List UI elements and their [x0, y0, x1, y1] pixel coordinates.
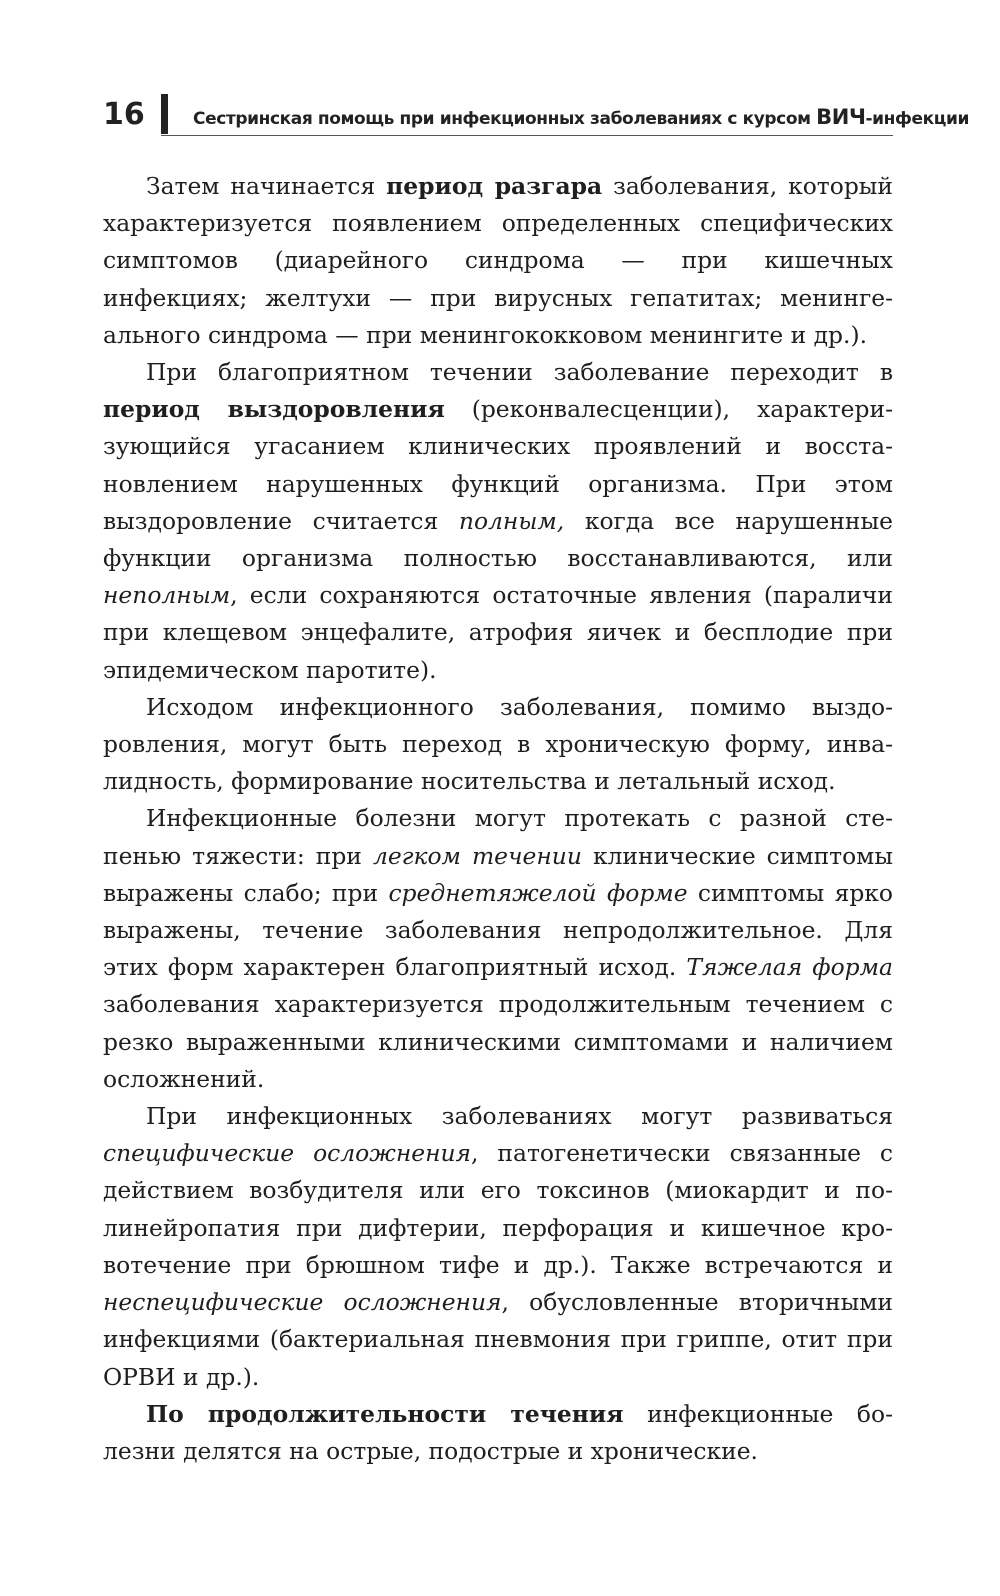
italic-term: неполным — [103, 581, 231, 610]
italic-term: легком течении — [372, 841, 582, 870]
italic-term: полным, — [458, 506, 565, 535]
paragraph — [103, 354, 893, 689]
text-run: При инфекционных заболеваниях могут развиваться — [146, 1102, 893, 1131]
text-run: клинические симптомы выражены слабо; при — [103, 841, 893, 907]
running-title — [193, 105, 969, 130]
page-header — [103, 92, 969, 142]
paragraph — [103, 1098, 893, 1396]
text-run: когда все нарушенные функции организма полностью восстанавливаются, или — [103, 506, 893, 573]
text-run: , обусловленные вторичными инфекциями (бактериальная пневмония при гриппе, отит при ОРВИ и др.). — [103, 1288, 893, 1391]
paragraph — [103, 800, 893, 1098]
paragraph — [103, 689, 893, 801]
paragraph — [103, 1396, 893, 1470]
paragraph — [103, 168, 893, 354]
text-run: симптомы ярко выражены, течение заболевания непродолжительное. Для этих форм характерен благоприятный исход. — [103, 878, 893, 982]
text-run: Затем начинается — [146, 172, 387, 200]
text-run: инфекционные болезни делятся на острые, подострые и хронические. — [103, 1399, 893, 1465]
header-divider-bar — [161, 94, 168, 134]
text-body — [103, 168, 893, 1470]
text-run: Инфекционные болезни могут протекать с разной степенью тяжести: при — [103, 804, 893, 870]
text-run: , патогенетически связанные с действием возбудителя или его токсинов (миокардит и полинейропатия при дифтерии, перфорация и кишечное кровотечение при брюшном тифе и др.). Также встречаются и — [103, 1139, 893, 1279]
page-number: 16 — [103, 97, 145, 132]
bold-term: период выздоровления — [103, 395, 445, 424]
running-title-text: Сестринская помощь при инфекционных заболеваниях с курсом — [193, 109, 817, 129]
header-rule — [161, 135, 893, 136]
italic-term: среднетяжелой форме — [388, 878, 688, 907]
italic-term: неспецифические осложнения — [103, 1288, 502, 1317]
text-run: , если сохраняются остаточные явления (параличи при клещевом энцефалите, атрофия яичек и бесплодие при эпидемическом паротите). — [103, 581, 893, 684]
italic-term: специфические осложнения — [103, 1139, 472, 1168]
text-run: заболевания, который характеризуется появлением определенных специфических симптомов (диарейного синдрома — при кишечных инфекциях; желтухи — при вирусных гепатитах; менингеального синдрома — при менингококковом менингите и др.). — [103, 172, 893, 349]
italic-term: Тяжелая форма — [686, 953, 893, 982]
bold-term: По продолжительности течения — [146, 1399, 624, 1428]
running-title-abbr: ВИЧ — [816, 105, 866, 129]
text-run: При благоприятном течении заболевание переходит в — [146, 358, 893, 387]
text-run: Исходом инфекционного заболевания, помимо выздоровления, могут быть переход в хроническую форму, инвалидность, формирование носительства и летальный исход. — [103, 692, 893, 796]
running-title-suffix: -инфекции — [865, 109, 969, 129]
bold-term: период разгара — [386, 172, 603, 200]
text-run: (реконвалесценции), характеризующийся угасанием клинических проявлений и восстановлением нарушенных функций организма. При этом выздоровление считается — [103, 395, 893, 535]
text-run: заболевания характеризуется продолжительным течением с резко выраженными клиническими симптомами и наличием осложнений. — [103, 990, 893, 1093]
